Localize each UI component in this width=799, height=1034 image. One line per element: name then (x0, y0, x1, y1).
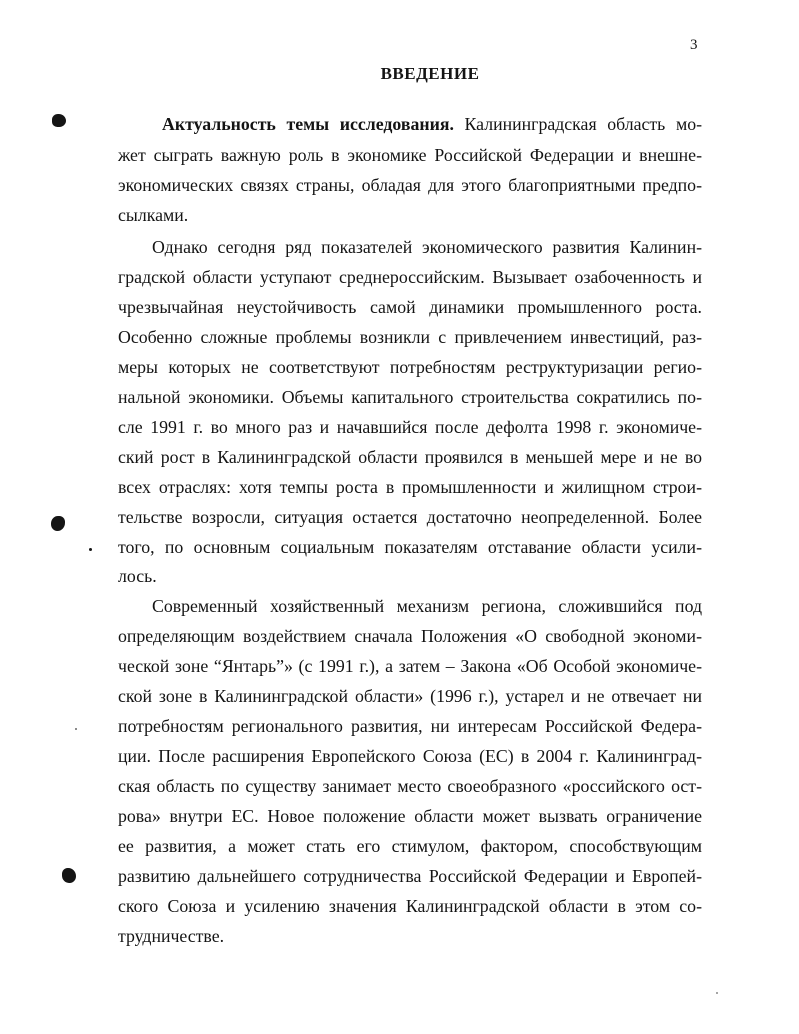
section-heading-inline: Актуальность темы исследования. (162, 114, 454, 134)
paragraph-text: Калининградская область мо- (453, 114, 703, 134)
paragraph-2-line-2: градской области уступают среднероссийским. Вызывает озабоченность и (118, 267, 702, 287)
paragraph-2-line-3: чрезвычайная неустойчивость самой динамики промышленного роста. (118, 297, 702, 317)
scan-speck (716, 992, 718, 994)
paragraph-2-line-10: тельстве возросли, ситуация остается достаточно неопределенной. Более (118, 507, 702, 527)
paragraph-3-line-4: ской зоне в Калининградской области» (1996 г.), устарел и не отвечает ни (118, 686, 702, 706)
paragraph-3-line-5: потребностям регионального развития, ни интересам Российской Федера- (118, 716, 702, 736)
scan-speck (89, 548, 92, 551)
paragraph-2-line-6: нальной экономики. Объемы капитального строительства сократились по- (118, 387, 702, 407)
paragraph-1-line-2: жет сыграть важную роль в экономике Российской Федерации и внешне- (118, 145, 702, 165)
paragraph-3-line-9: ее развития, а может стать его стимулом, фактором, способствующим (118, 836, 702, 856)
paragraph-3-line-3: ческой зоне “Янтарь”» (с 1991 г.), а затем – Закона «Об Особой экономиче- (118, 656, 702, 676)
paragraph-2-line-8: ский рост в Калининградской области проявился в меньшей мере и не во (118, 447, 702, 467)
paragraph-3-line-12: трудничестве. (118, 926, 225, 946)
page-title: ВВЕДЕНИЕ (380, 64, 480, 83)
page-number: 3 (690, 37, 698, 53)
paragraph-1-line-3: экономических связях страны, обладая для этого благоприятными предпо- (118, 175, 702, 195)
scan-speck (62, 868, 76, 883)
paragraph-1-line-1 (162, 112, 702, 136)
paragraph-3-line-1: Современный хозяйственный механизм региона, сложившийся под (152, 596, 702, 616)
paragraph-3-line-7: ская область по существу занимает место своеобразного «российского ост- (118, 776, 702, 796)
paragraph-1-line-4: сылками. (118, 205, 189, 225)
paragraph-2-line-1: Однако сегодня ряд показателей экономического развития Калинин- (152, 237, 702, 257)
scan-speck (52, 114, 66, 127)
paragraph-3-line-11: ского Союза и усилению значения Калининградской области в этом со- (118, 896, 702, 916)
paragraph-2-line-12: лось. (118, 566, 157, 586)
paragraph-2-line-5: меры которых не соответствуют потребностям реструктуризации регио- (118, 357, 702, 377)
paragraph-2-line-11: того, по основным социальным показателям отставание области усили- (118, 537, 702, 557)
paragraph-3-line-6: ции. После расширения Европейского Союза (ЕС) в 2004 г. Калининград- (118, 746, 702, 766)
paragraph-2-line-7: сле 1991 г. во много раз и начавшийся после дефолта 1998 г. экономиче- (118, 417, 702, 437)
paragraph-3-line-2: определяющим воздействием сначала Положения «О свободной экономи- (118, 626, 702, 646)
scan-speck (75, 728, 77, 730)
paragraph-3-line-8: рова» внутри ЕС. Новое положение области может вызвать ограничение (118, 806, 702, 826)
paragraph-2-line-9: всех отраслях: хотя темпы роста в промышленности и жилищном строи- (118, 477, 702, 497)
paragraph-2-line-4: Особенно сложные проблемы возникли с привлечением инвестиций, раз- (118, 327, 702, 347)
scan-speck (51, 516, 65, 531)
paragraph-3-line-10: развитию дальнейшего сотрудничества Российской Федерации и Европей- (118, 866, 702, 886)
